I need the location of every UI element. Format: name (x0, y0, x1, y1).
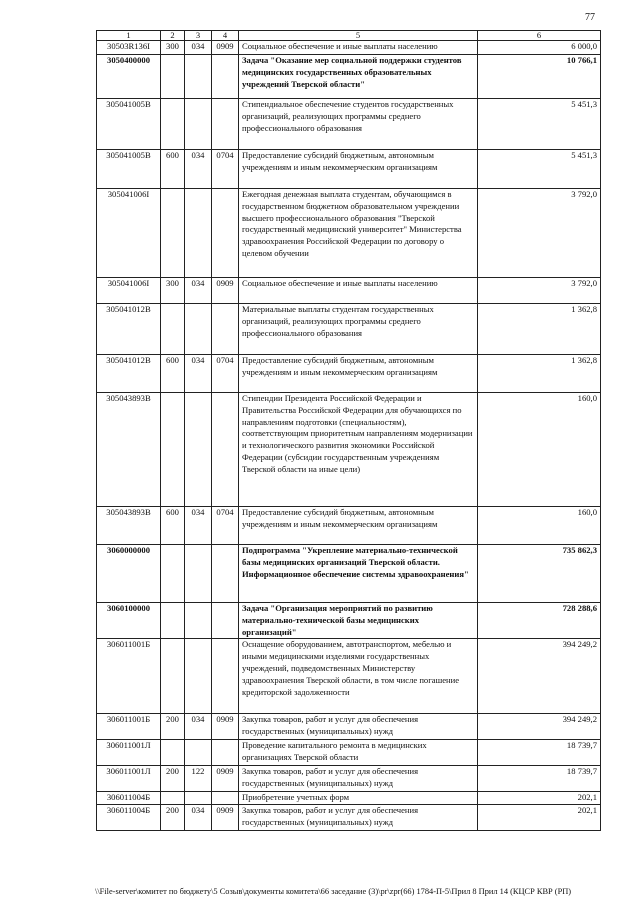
row-name: Оснащение оборудованием, автотранспортом, мебелью и иными медицинскими изделиями государственных учреждений, подведомственных Министерству здравоохранения Тверской области, в том числе погашение кредиторской задолженности (239, 639, 478, 714)
row-col-3 (185, 55, 212, 99)
row-code: 3060000000 (97, 545, 161, 603)
row-code: 306011001Б (97, 639, 161, 714)
row-name: Проведение капитального ремонта в медицинских организациях Тверской области (239, 740, 478, 766)
row-col-3 (185, 740, 212, 766)
table-row (97, 41, 601, 55)
row-col-3 (185, 304, 212, 355)
row-col-3 (185, 99, 212, 150)
row-col-3 (185, 545, 212, 603)
row-col-2: 200 (161, 766, 185, 792)
row-code: 306011001Л (97, 766, 161, 792)
row-col-2: 600 (161, 150, 185, 189)
row-name: Задача "Организация мероприятий по развитию материально-технической базы медицинских организаций" (239, 603, 478, 639)
row-name: Подпрограмма "Укрепление материально-технической базы медицинских организаций Тверской области. Информационное обеспечение системы здравоохранения" (239, 545, 478, 603)
row-name: Предоставление субсидий бюджетным, автономным учреждениям и иным некоммерческим организациям (239, 355, 478, 393)
row-code: 306011001Л (97, 740, 161, 766)
row-col-3: 034 (185, 278, 212, 304)
row-col-3: 034 (185, 41, 212, 55)
row-col-3 (185, 393, 212, 507)
row-sum: 18 739,7 (478, 740, 601, 766)
row-sum: 1 362,8 (478, 304, 601, 355)
row-col-4 (212, 603, 239, 639)
row-sum: 18 739,7 (478, 766, 601, 792)
row-col-2 (161, 99, 185, 150)
row-col-2 (161, 740, 185, 766)
row-col-4: 0909 (212, 805, 239, 831)
row-code: 30503R136I (97, 41, 161, 55)
header-col-4: 4 (212, 31, 239, 41)
row-name: Стипендиальное обеспечение студентов государственных организаций, реализующих программы среднего профессионального образования (239, 99, 478, 150)
row-name: Задача "Оказание мер социальной поддержки студентов медицинских государственных образовательных учреждений Тверской области" (239, 55, 478, 99)
row-col-4 (212, 304, 239, 355)
table-row (97, 304, 601, 355)
row-col-4: 0909 (212, 714, 239, 740)
row-name: Закупка товаров, работ и услуг для обеспечения государственных (муниципальных) нужд (239, 766, 478, 792)
table-row (97, 189, 601, 278)
row-code: 3050400000 (97, 55, 161, 99)
row-col-3 (185, 189, 212, 278)
row-col-4: 0704 (212, 150, 239, 189)
row-col-4: 0909 (212, 278, 239, 304)
row-sum: 160,0 (478, 393, 601, 507)
row-code: 3060100000 (97, 603, 161, 639)
table-row (97, 603, 601, 639)
row-col-3: 034 (185, 714, 212, 740)
row-col-4: 0909 (212, 766, 239, 792)
row-sum: 394 249,2 (478, 714, 601, 740)
header-col-3: 3 (185, 31, 212, 41)
table-header-row (97, 31, 601, 41)
row-col-3: 034 (185, 355, 212, 393)
row-col-4 (212, 792, 239, 805)
row-col-3: 034 (185, 507, 212, 545)
row-col-2 (161, 603, 185, 639)
row-col-4 (212, 740, 239, 766)
row-sum: 735 862,3 (478, 545, 601, 603)
table-row (97, 393, 601, 507)
table-row (97, 766, 601, 792)
row-sum: 10 766,1 (478, 55, 601, 99)
table-row (97, 99, 601, 150)
row-col-2: 600 (161, 355, 185, 393)
row-col-2 (161, 639, 185, 714)
header-col-5: 5 (239, 31, 478, 41)
row-name: Предоставление субсидий бюджетным, автономным учреждениям и иным некоммерческим организациям (239, 150, 478, 189)
table-row (97, 150, 601, 189)
row-col-2: 200 (161, 714, 185, 740)
table-row (97, 545, 601, 603)
row-code: 305043893В (97, 393, 161, 507)
row-col-2: 300 (161, 41, 185, 55)
row-sum: 728 288,6 (478, 603, 601, 639)
row-code: 305043893В (97, 507, 161, 545)
row-sum: 5 451,3 (478, 150, 601, 189)
row-col-2: 600 (161, 507, 185, 545)
row-col-2 (161, 304, 185, 355)
row-code: 305041012В (97, 304, 161, 355)
row-col-4: 0704 (212, 507, 239, 545)
row-col-4 (212, 393, 239, 507)
row-name: Социальное обеспечение и иные выплаты населению (239, 278, 478, 304)
row-col-4 (212, 99, 239, 150)
table-row (97, 507, 601, 545)
row-code: 305041006I (97, 278, 161, 304)
row-name: Социальное обеспечение и иные выплаты населению (239, 41, 478, 55)
row-sum: 3 792,0 (478, 278, 601, 304)
row-code: 306011004Б (97, 792, 161, 805)
row-col-4 (212, 55, 239, 99)
table-row (97, 740, 601, 766)
row-name: Приобретение учетных форм (239, 792, 478, 805)
row-name: Стипендии Президента Российской Федерации и Правительства Российской Федерации для обучающихся по направлениям подготовки (специальностям), соответствующим приоритетным направлениям модернизации и технологического развития экономики Российской Федерации (субсидии государственным учреждениям Тверской области на иные цели) (239, 393, 478, 507)
row-col-4: 0909 (212, 41, 239, 55)
row-sum: 6 000,0 (478, 41, 601, 55)
header-col-1: 1 (97, 31, 161, 41)
row-col-2 (161, 792, 185, 805)
page-number: 77 (585, 12, 595, 23)
row-col-2 (161, 189, 185, 278)
row-col-4 (212, 639, 239, 714)
row-col-4: 0704 (212, 355, 239, 393)
row-sum: 3 792,0 (478, 189, 601, 278)
row-name: Закупка товаров, работ и услуг для обеспечения государственных (муниципальных) нужд (239, 714, 478, 740)
row-name: Ежегодная денежная выплата студентам, обучающимся в государственном бюджетном образовательном учреждении высшего профессионального образования "Тверской государственный медицинский университет" Министерства здравоохранения Российской Федерации по договору о целевом обучении (239, 189, 478, 278)
row-col-2: 300 (161, 278, 185, 304)
row-sum: 1 362,8 (478, 355, 601, 393)
row-name: Материальные выплаты студентам государственных организаций, реализующих программы среднего профессионального образования (239, 304, 478, 355)
table-row (97, 792, 601, 805)
row-col-3 (185, 639, 212, 714)
row-col-3 (185, 603, 212, 639)
row-col-2 (161, 55, 185, 99)
row-sum: 202,1 (478, 792, 601, 805)
row-code: 306011001Б (97, 714, 161, 740)
table-row (97, 805, 601, 831)
table-row (97, 355, 601, 393)
footer-file-path: \\File-server\комитет по бюджету\5 Созыв\документы комитета\66 заседание (3)\pr\zpr(66) 1784-П-5\Прил 8 Прил 14 (КЦСР КВР (РП) (95, 887, 572, 896)
table-row (97, 55, 601, 99)
row-col-3: 122 (185, 766, 212, 792)
row-code: 305041012В (97, 355, 161, 393)
header-col-2: 2 (161, 31, 185, 41)
row-col-3: 034 (185, 150, 212, 189)
row-sum: 160,0 (478, 507, 601, 545)
row-col-3: 034 (185, 805, 212, 831)
row-code: 305041005В (97, 99, 161, 150)
row-col-2 (161, 545, 185, 603)
budget-table (96, 30, 601, 831)
table-row (97, 639, 601, 714)
row-sum: 202,1 (478, 805, 601, 831)
row-code: 305041005В (97, 150, 161, 189)
row-name: Закупка товаров, работ и услуг для обеспечения государственных (муниципальных) нужд (239, 805, 478, 831)
row-col-3 (185, 792, 212, 805)
row-col-2: 200 (161, 805, 185, 831)
row-sum: 5 451,3 (478, 99, 601, 150)
row-col-4 (212, 189, 239, 278)
row-col-4 (212, 545, 239, 603)
row-code: 306011004Б (97, 805, 161, 831)
table-row (97, 278, 601, 304)
row-col-2 (161, 393, 185, 507)
row-sum: 394 249,2 (478, 639, 601, 714)
header-col-6: 6 (478, 31, 601, 41)
row-name: Предоставление субсидий бюджетным, автономным учреждениям и иным некоммерческим организациям (239, 507, 478, 545)
table-row (97, 714, 601, 740)
row-code: 305041006I (97, 189, 161, 278)
table-body (97, 41, 601, 831)
